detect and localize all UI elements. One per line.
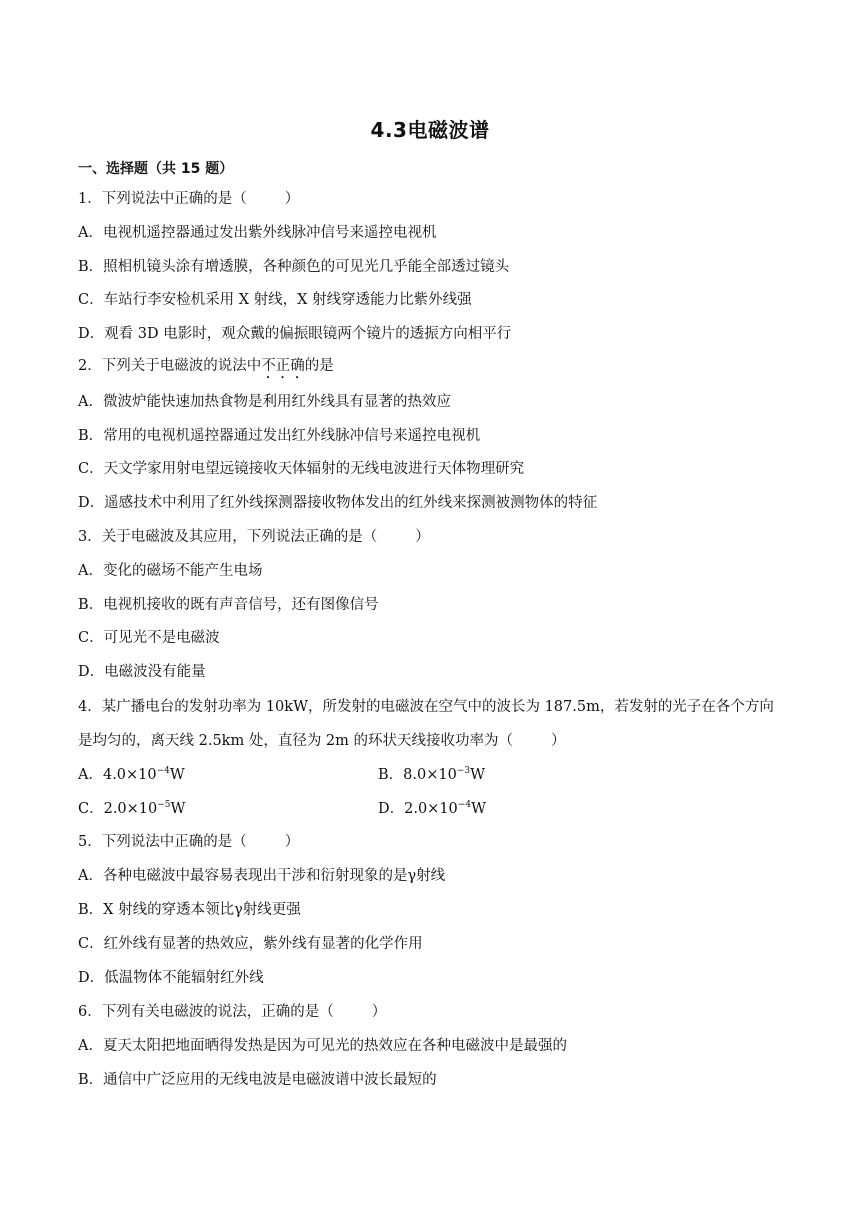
question-3-option-c: C．可见光不是电磁波 bbox=[78, 630, 220, 646]
question-2-option-d: D．遥感技术中利用了红外线探测器接收物体发出的红外线来探测被测物体的特征 bbox=[78, 495, 598, 511]
question-4-option-c: C．$2.0\times 10^{-5}W$ bbox=[78, 800, 186, 817]
question-1-option-b: B．照相机镜头涂有增透膜，各种颜色的可见光几乎能全部透过镜头 bbox=[78, 259, 510, 275]
question-3-option-d: D．电磁波没有能量 bbox=[78, 664, 206, 680]
question-2-option-b: B．常用的电视机遥控器通过发出红外线脉冲信号来遥控电视机 bbox=[78, 428, 481, 444]
question-6-option-a: A．夏天太阳把地面晒得发热是因为可见光的热效应在各种电磁波中是最强的 bbox=[78, 1038, 567, 1054]
question-2-option-c: C．天文学家用射电望远镜接收天体辐射的无线电波进行天体物理研究 bbox=[78, 461, 525, 477]
question-6-stem: 6．下列有关电磁波的说法，正确的是（ ） bbox=[78, 1004, 387, 1020]
question-4-option-a: A．$4.0\times 10^{-4}W$ bbox=[78, 766, 185, 783]
question-4-option-d: D．$2.0\times 10^{-4}W$ bbox=[378, 800, 486, 817]
question-2-stem: 2．下列关于电磁波的说法中不正确的是 bbox=[78, 358, 334, 374]
question-5-option-d: D．低温物体不能辐射红外线 bbox=[78, 970, 264, 986]
question-5-option-a: A．各种电磁波中最容易表现出干涉和衍射现象的是γ射线 bbox=[78, 868, 446, 884]
question-1-option-d: D．观看 3D 电影时，观众戴的偏振眼镜两个镜片的透振方向相平行 bbox=[78, 326, 512, 342]
page-title: 4.3电磁波谱 bbox=[370, 118, 490, 142]
question-3-option-a: A．变化的磁场不能产生电场 bbox=[78, 563, 263, 579]
question-6-option-b: B．通信中广泛应用的无线电波是电磁波谱中波长最短的 bbox=[78, 1072, 437, 1088]
question-5-stem: 5．下列说法中正确的是（ ） bbox=[78, 834, 300, 850]
question-1-option-a: A．电视机遥控器通过发出紫外线脉冲信号来遥控电视机 bbox=[78, 225, 437, 241]
question-3-option-b: B．电视机接收的既有声音信号，还有图像信号 bbox=[78, 597, 379, 613]
question-3-stem: 3．关于电磁波及其应用，下列说法正确的是（ ） bbox=[78, 529, 430, 545]
question-5-option-c: C．红外线有显著的热效应，紫外线有显著的化学作用 bbox=[78, 936, 423, 952]
question-4-stem-line2: 是均匀的，离天线 2.5km 处，直径为 2m 的环状天线接收功率为（ ） bbox=[78, 733, 566, 749]
question-2-option-a: A．微波炉能快速加热食物是利用红外线具有显著的热效应 bbox=[78, 394, 451, 410]
question-1-option-c: C．车站行李安检机采用 X 射线，X 射线穿透能力比紫外线强 bbox=[78, 292, 472, 308]
question-4-option-b: B．$8.0\times 10^{-3}W$ bbox=[378, 766, 486, 783]
question-1-stem: 1．下列说法中正确的是（ ） bbox=[78, 191, 300, 207]
question-4-stem-line1: 4．某广播电台的发射功率为 10kW，所发射的电磁波在空气中的波长为 187.5m，若发射的光子在各个方向 bbox=[78, 699, 774, 715]
emphasis-text: 不正确 bbox=[261, 358, 305, 374]
question-5-option-b: B．X 射线的穿透本领比γ射线更强 bbox=[78, 902, 301, 918]
section-heading: 一、选择题（共 15 题） bbox=[78, 161, 234, 177]
